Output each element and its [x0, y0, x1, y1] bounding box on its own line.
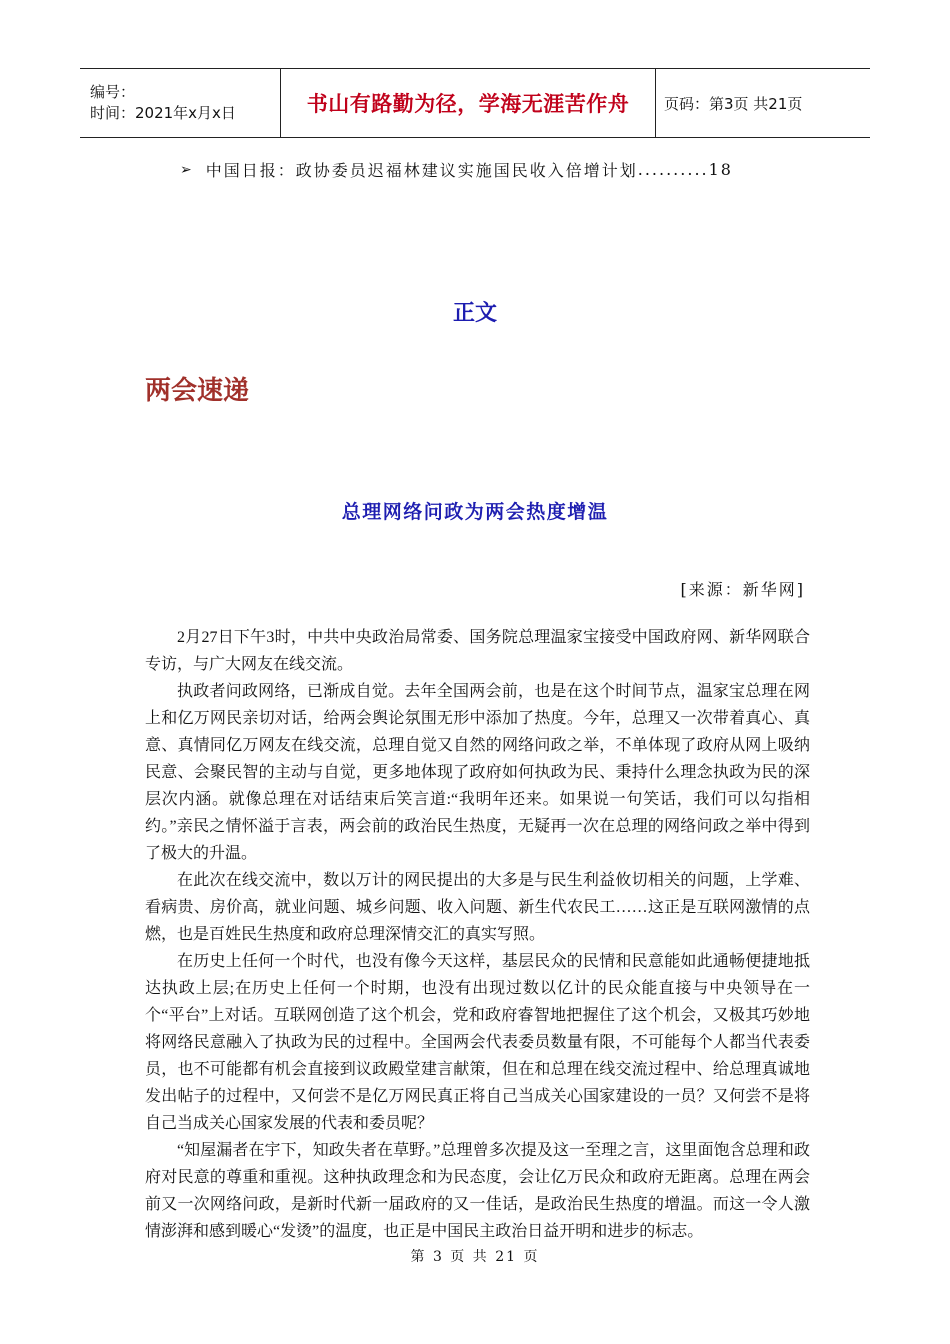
header-page: 页码：第3页 共21页: [664, 94, 803, 113]
article-body: [145, 624, 810, 1245]
arrow-bullet-icon: ➢: [180, 161, 192, 178]
header-motto: 书山有路勤为径，学海无涯苦作舟: [280, 69, 656, 137]
section-title: 两会速递: [145, 376, 250, 406]
toc-entry-dots: ..........: [637, 160, 709, 179]
toc-entry-page: 18: [708, 160, 733, 179]
toc-entry-text: 中国日报：政协委员迟福林建议实施国民收入倍增计划: [205, 161, 638, 180]
paragraph: 在此次在线交流中，数以万计的网民提出的大多是与民生利益攸切相关的问题，上学难、看病贵、房价高，就业问题、城乡问题、收入问题、新生代农民工……这正是互联网激情的点燃，也是百姓民生热度和政府总理深情交汇的真实写照。: [145, 872, 810, 943]
toc-entry[interactable]: [180, 158, 820, 181]
paragraph: 执政者问政网络，已渐成自觉。去年全国两会前，也是在这个时间节点，温家宝总理在网上和亿万网民亲切对话，给两会舆论氛围无形中添加了热度。今年，总理又一次带着真心、真意、真情同亿万网友在线交流，总理自觉又自然的网络问政之举，不单体现了政府从网上吸纳民意、会聚民智的主动与自觉，更多地体现了政府如何执政为民、秉持什么理念执政为民的深层次内涵。就像总理在对话结束后笑言道:“我明年还来。如果说一句笑话，我们可以勾指相约。”亲民之情怀溢于言表，两会前的政治民生热度，无疑再一次在总理的网络问政之举中得到了极大的升温。: [145, 683, 810, 862]
main-heading: 正文: [452, 301, 497, 326]
article-source: [来源：新华网]: [680, 580, 805, 599]
paragraph: “知屋漏者在宇下，知政失者在草野。”总理曾多次提及这一至理之言，这里面饱含总理和政府对民意的尊重和重视。这种执政理念和为民态度，会让亿万民众和政府无距离。总理在两会前又一次网络问政，是新时代新一届政府的又一佳话，是政治民生热度的增温。而这一令人激情澎湃和感到暖心“发烫”的温度，也正是中国民主政治日益开明和进步的标志。: [145, 1142, 810, 1240]
paragraph: 2月27日下午3时，中共中央政治局常委、国务院总理温家宝接受中国政府网、新华网联合专访，与广大网友在线交流。: [145, 629, 810, 673]
header-number: 编号：: [90, 83, 136, 101]
header-time: 时间：2021年x月x日: [90, 104, 236, 122]
header-meta: [80, 69, 280, 137]
article-title: 总理网络问政为两会热度增温: [341, 501, 609, 523]
paragraph: 在历史上任何一个时代，也没有像今天这样，基层民众的民情和民意能如此通畅便捷地抵达执政上层;在历史上任何一个时期，也没有出现过数以亿计的民众能直接与中央领导在一个“平台”上对话。互联网创造了这个机会，党和政府睿智地把握住了这个机会，又极其巧妙地将网络民意融入了执政为民的过程中。全国两会代表委员数量有限，不可能每个人都当代表委员，也不可能都有机会直接到议政殿堂建言献策，但在和总理在线交流过程中、给总理真诚地发出帖子的过程中，又何尝不是亿万网民真正将自己当成关心国家建设的一员？又何尝不是将自己当成关心国家发展的代表和委员呢？: [145, 953, 810, 1132]
page-header: [80, 68, 870, 138]
page-footer: 第 3 页 共 21 页: [410, 1249, 540, 1265]
